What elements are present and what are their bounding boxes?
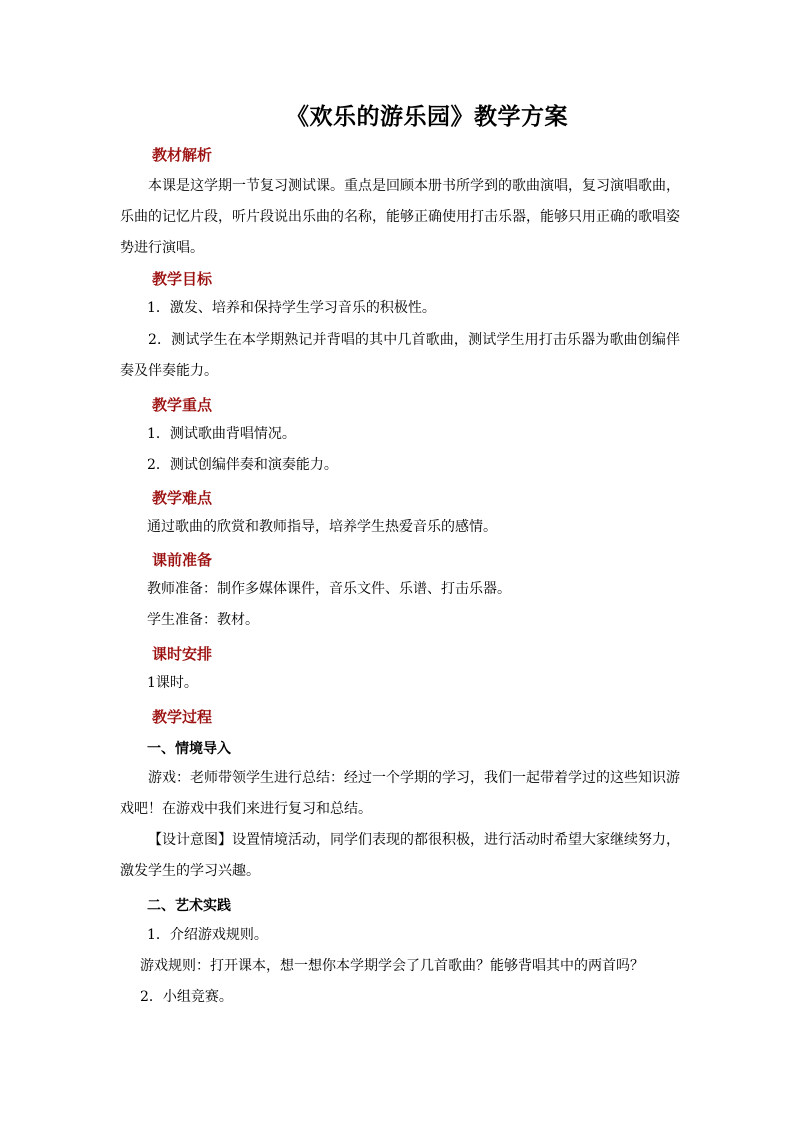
section-heading-preparation: 课前准备 — [152, 551, 213, 569]
key-point-item-1: 1．测试歌曲背唱情况。 — [147, 426, 296, 442]
section-heading-analysis: 教材解析 — [152, 146, 213, 164]
goal-item-1: 1．激发、培养和保持学生学习音乐的积极性。 — [147, 300, 436, 316]
process-step-2-title: 二、艺术实践 — [147, 898, 231, 914]
goal-item-2: 2．测试学生在本学期熟记并背唱的其中几首歌曲，测试学生用打击乐器为歌曲创编伴奏及伴奏能力。 — [120, 332, 680, 379]
section-heading-difficulties: 教学难点 — [152, 489, 213, 507]
analysis-paragraph: 本课是这学期一节复习测试课。重点是回顾本册书所学到的歌曲演唱，复习演唱歌曲，乐曲的记忆片段，听片段说出乐曲的名称，能够正确使用打击乐器，能够只用正确的歌唱姿势进行演唱。 — [120, 178, 680, 256]
process-step-1-game: 游戏：老师带领学生进行总结：经过一个学期的学习，我们一起带着学过的这些知识游戏吧！在游戏中我们来进行复习和总结。 — [120, 770, 680, 817]
key-point-item-2: 2．测试创编伴奏和演奏能力。 — [147, 457, 338, 473]
process-step-2-item-1: 1．介绍游戏规则。 — [147, 927, 268, 943]
schedule-text: 1课时。 — [147, 675, 198, 691]
process-step-1-intent: 【设计意图】设置情境活动，同学们表现的都很积极，进行活动时希望大家继续努力，激发学生的学习兴趣。 — [120, 832, 680, 879]
process-step-1-title: 一、情境导入 — [147, 741, 231, 757]
student-preparation: 学生准备：教材。 — [147, 612, 259, 628]
teacher-preparation: 教师准备：制作多媒体课件，音乐文件、乐谱、打击乐器。 — [147, 581, 511, 597]
difficulties-paragraph: 通过歌曲的欣赏和教师指导，培养学生热爱音乐的感情。 — [147, 519, 497, 535]
document-title: 《欢乐的游乐园》教学方案 — [286, 103, 568, 130]
section-heading-goals: 教学目标 — [152, 270, 213, 288]
process-step-2-rules: 游戏规则：打开课本，想一想你本学期学会了几首歌曲？能够背唱其中的两首吗？ — [140, 958, 644, 974]
section-heading-key-points: 教学重点 — [152, 396, 213, 414]
section-heading-schedule: 课时安排 — [152, 645, 213, 663]
section-heading-process: 教学过程 — [152, 708, 213, 726]
process-step-2-item-2: 2．小组竞赛。 — [140, 989, 233, 1005]
